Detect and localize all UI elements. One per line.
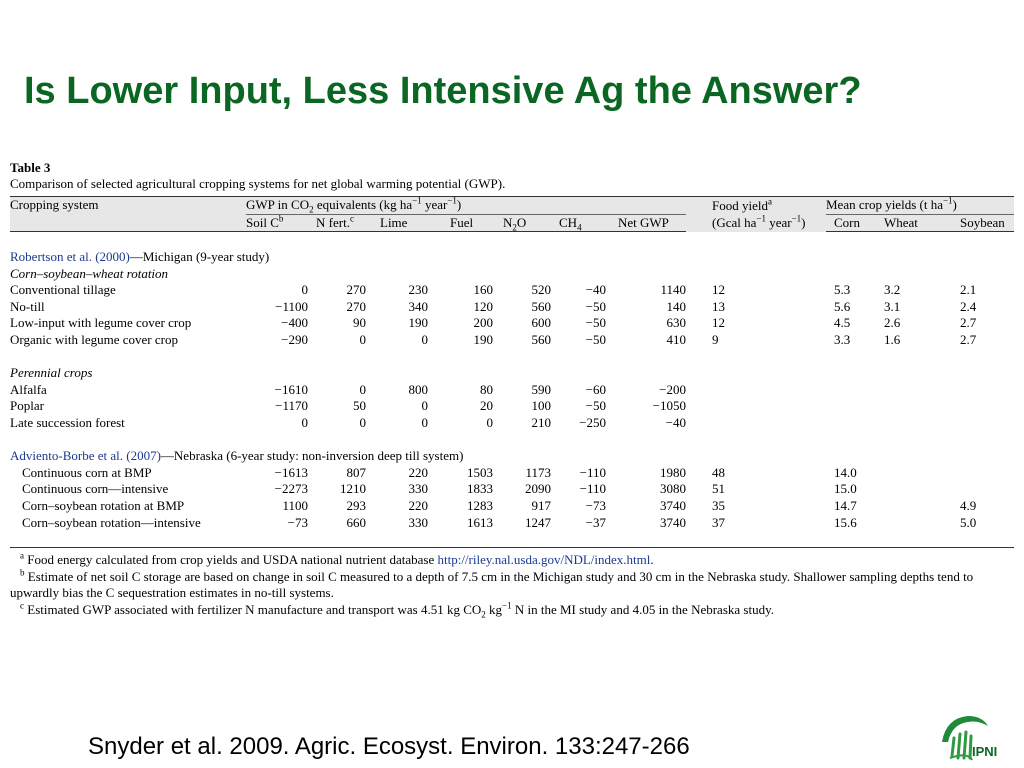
n-fert-cell: 270 — [346, 282, 366, 298]
header-cropping-system: Cropping system — [10, 197, 246, 215]
wheat-cell: 3.2 — [884, 282, 901, 298]
ch4-cell: −50 — [585, 398, 606, 414]
soil-c-cell: 1100 — [282, 497, 308, 513]
ch4-cell: −110 — [579, 481, 606, 497]
net-gwp-cell: −200 — [659, 381, 686, 397]
fuel-cell: 20 — [480, 398, 493, 414]
citation: Snyder et al. 2009. Agric. Ecosyst. Environ. 133:247-266 — [88, 733, 690, 760]
corn-cell: 5.6 — [834, 298, 851, 314]
n-fert-cell: 0 — [359, 415, 366, 431]
soybean-cell — [936, 481, 1014, 498]
row-label: Corn–soybean rotation at BMP — [22, 497, 185, 513]
study-heading-adviento: Adviento-Borbe et al. (2007)—Nebraska (6-year study: non-inversion deep till system) — [10, 448, 464, 464]
ch4-cell: −50 — [585, 315, 606, 331]
n2o-cell: 1247 — [525, 514, 551, 530]
ch4-cell: −60 — [585, 381, 606, 397]
corn-cell: 15.0 — [834, 481, 857, 497]
soil-c-cell: −1100 — [275, 298, 308, 314]
table-row — [10, 481, 1014, 498]
fuel-cell: 120 — [473, 298, 493, 314]
ch4-cell: −73 — [585, 497, 606, 513]
header-gwp-group: GWP in $CO_2$ equivalents (kg $ha^{-1}$ year$^{-1}$) — [246, 197, 686, 215]
n2o-cell: 560 — [531, 298, 551, 314]
header-food-yield: Food yield$^a$ (Gcal $ha^{-1}$ year$^{-1}$) — [686, 197, 826, 232]
food-yield-cell: 35 — [712, 497, 725, 513]
n-fert-cell: 1210 — [340, 481, 366, 497]
n-fert-cell: 660 — [346, 514, 366, 530]
soil-c-cell: 0 — [301, 415, 308, 431]
ch4-cell: −40 — [585, 282, 606, 298]
ch4-cell: −110 — [579, 464, 606, 480]
n2o-cell: 590 — [531, 381, 551, 397]
n-fert-cell: 50 — [353, 398, 366, 414]
lime-cell: 220 — [408, 464, 428, 480]
fuel-cell: 1613 — [467, 514, 493, 530]
table-row — [10, 315, 1014, 332]
table-row — [10, 514, 1014, 531]
row-label: Continuous corn at BMP — [22, 464, 152, 480]
fuel-cell: 1503 — [467, 464, 493, 480]
ch4-cell: −250 — [579, 415, 606, 431]
header-net-gwp: Net GWP — [606, 214, 686, 232]
n2o-cell: 100 — [531, 398, 551, 414]
table-row — [10, 282, 1014, 299]
net-gwp-cell: 140 — [666, 298, 686, 314]
food-yield-cell: 12 — [712, 282, 725, 298]
perennial-rows — [10, 382, 1014, 432]
row-label: Continuous corn—intensive — [22, 481, 169, 497]
header-mean-crop-yields: Mean crop yields (t $ha^{-1}$) — [826, 197, 1014, 215]
table-row — [10, 382, 1014, 399]
n-fert-cell: 270 — [346, 298, 366, 314]
net-gwp-cell: −1050 — [652, 398, 686, 414]
n-fert-cell: 293 — [346, 497, 366, 513]
slide-title: Is Lower Input, Less Intensive Ag the Answer? — [24, 70, 862, 112]
lime-cell: 0 — [421, 398, 428, 414]
corn-cell: 14.7 — [834, 497, 857, 513]
net-gwp-cell: 1140 — [660, 282, 686, 298]
net-gwp-cell: −40 — [665, 415, 686, 431]
lime-cell: 800 — [408, 381, 428, 397]
table-footnotes — [10, 552, 1014, 618]
lime-cell: 330 — [408, 514, 428, 530]
n2o-cell: 2090 — [525, 481, 551, 497]
table-caption: Comparison of selected agricultural cropping systems for net global warming potential (GWP). — [10, 176, 506, 191]
soybean-cell: 2.1 — [960, 282, 977, 298]
soil-c-cell: −400 — [281, 315, 308, 331]
header-fuel: Fuel — [428, 214, 493, 232]
lime-cell: 330 — [408, 481, 428, 497]
food-yield-cell: 48 — [712, 464, 725, 480]
soil-c-cell: −1610 — [274, 381, 308, 397]
net-gwp-cell: 3740 — [660, 497, 686, 513]
lime-cell: 0 — [421, 332, 428, 348]
n2o-cell: 520 — [531, 282, 551, 298]
robertson-rows — [10, 282, 1014, 348]
logo-text: IPNI — [972, 744, 998, 759]
food-yield-cell: 13 — [712, 298, 725, 314]
soybean-cell — [936, 465, 1014, 482]
lime-cell: 0 — [421, 415, 428, 431]
table-label: Table 3 — [10, 160, 51, 175]
soybean-cell: 5.0 — [960, 514, 977, 530]
n-fert-cell: 0 — [359, 381, 366, 397]
row-label: Low-input with legume cover crop — [10, 315, 192, 331]
header-n2o: $N_2O$ — [493, 214, 551, 232]
soybean-cell: 2.4 — [960, 298, 977, 314]
row-label: Late succession forest — [10, 415, 125, 431]
n2o-cell: 600 — [531, 315, 551, 331]
lime-cell: 230 — [408, 282, 428, 298]
perennial-label: Perennial crops — [10, 365, 93, 381]
footnote-a: $^a$ Food energy calculated from crop yields and USDA national nutrient database http://riley.nal.usda.gov/NDL/index.html. — [20, 551, 654, 568]
soil-c-cell: −1170 — [275, 398, 308, 414]
soil-c-cell: −290 — [281, 332, 308, 348]
fuel-cell: 190 — [473, 332, 493, 348]
fuel-cell: 1833 — [467, 481, 493, 497]
corn-cell: 14.0 — [834, 464, 857, 480]
soil-c-cell: 0 — [301, 282, 308, 298]
net-gwp-cell: 3740 — [660, 514, 686, 530]
n2o-cell: 560 — [531, 332, 551, 348]
footnote-b: $^b$ Estimate of net soil C storage are based on change in soil C measured to a depth of 7.5 cm in the Michigan study and 30 cm in the Nebraska study. Shallower sampling depths tend to upwardly bias the C sequestration estimates in no-till systems. — [10, 567, 974, 601]
ch4-cell: −50 — [585, 332, 606, 348]
ch4-cell: −50 — [585, 298, 606, 314]
net-gwp-cell: 1980 — [660, 464, 686, 480]
corn-cell: 15.6 — [834, 514, 857, 530]
corn-cell: 5.3 — [834, 282, 851, 298]
table-row — [10, 299, 1014, 316]
row-label: Organic with legume cover crop — [10, 332, 178, 348]
soybean-cell: 2.7 — [960, 332, 977, 348]
wheat-cell: 1.6 — [884, 332, 901, 348]
soil-c-cell: −2273 — [274, 481, 308, 497]
header-row-1 — [10, 197, 1014, 215]
soybean-cell: 2.7 — [960, 315, 977, 331]
table-row — [10, 498, 1014, 515]
row-label: Alfalfa — [10, 381, 47, 397]
row-label: No-till — [10, 298, 45, 314]
table-row — [10, 465, 1014, 482]
corn-cell: 4.5 — [834, 315, 851, 331]
net-gwp-cell: 3080 — [660, 481, 686, 497]
row-label: Conventional tillage — [10, 282, 116, 298]
row-label: Corn–soybean rotation—intensive — [22, 514, 201, 530]
adviento-rows — [10, 465, 1014, 531]
fuel-cell: 80 — [480, 381, 493, 397]
wheat-cell — [876, 514, 936, 531]
header-soil-c: Soil $C^b$ — [246, 214, 308, 232]
reference-link-robertson[interactable]: Robertson et al. (2000) — [10, 249, 130, 265]
n2o-cell: 917 — [531, 497, 551, 513]
gwp-table — [10, 196, 1014, 548]
header-row-2 — [10, 214, 1014, 232]
header-wheat: Wheat — [876, 214, 936, 232]
n-fert-cell: 90 — [353, 315, 366, 331]
ch4-cell: −37 — [585, 514, 606, 530]
rotation-label: Corn–soybean–wheat rotation — [10, 265, 169, 281]
lime-cell: 190 — [408, 315, 428, 331]
lime-cell: 220 — [408, 497, 428, 513]
study-heading-robertson: Robertson et al. (2000)—Michigan (9-year study) — [10, 249, 270, 265]
wheat-cell — [876, 498, 936, 515]
lime-cell: 340 — [408, 298, 428, 314]
wheat-cell — [876, 481, 936, 498]
wheat-cell — [876, 465, 936, 482]
food-yield-cell: 51 — [712, 481, 725, 497]
header-soybean: Soybean — [936, 214, 1014, 232]
soil-c-cell: −1613 — [274, 464, 308, 480]
food-yield-cell: 9 — [712, 332, 719, 348]
n-fert-cell: 807 — [346, 464, 366, 480]
food-yield-cell: 37 — [712, 514, 725, 530]
fuel-cell: 160 — [473, 282, 493, 298]
fuel-cell: 1283 — [467, 497, 493, 513]
wheat-cell: 2.6 — [884, 315, 901, 331]
header-ch4: $CH_4$ — [551, 214, 606, 232]
fuel-cell: 200 — [473, 315, 493, 331]
corn-cell: 3.3 — [834, 332, 851, 348]
header-corn: Corn — [826, 214, 876, 232]
soybean-cell: 4.9 — [960, 497, 977, 513]
table-row — [10, 398, 1014, 415]
row-label: Poplar — [10, 398, 44, 414]
net-gwp-cell: 410 — [666, 332, 686, 348]
table-row — [10, 415, 1014, 432]
usda-link[interactable]: http://riley.nal.usda.gov/NDL/index.html — [437, 552, 651, 568]
fuel-cell: 0 — [486, 415, 493, 431]
net-gwp-cell: 630 — [666, 315, 686, 331]
header-n-fert: N fert.$^c$ — [308, 214, 366, 232]
header-lime: Lime — [366, 214, 428, 232]
n2o-cell: 210 — [531, 415, 551, 431]
footnote-c: $^c$ Estimated GWP associated with fertilizer N manufacture and transport was 4.51 kg $CO_2$ $kg^{-1}$ N in the MI study and 4.05 in the Nebraska study. — [20, 600, 774, 620]
soil-c-cell: −73 — [287, 514, 308, 530]
reference-link-adviento[interactable]: Adviento-Borbe et al. (2007) — [10, 448, 161, 464]
wheat-cell: 3.1 — [884, 298, 901, 314]
n2o-cell: 1173 — [525, 464, 551, 480]
n-fert-cell: 0 — [359, 332, 366, 348]
table-row — [10, 332, 1014, 349]
food-yield-cell: 12 — [712, 315, 725, 331]
table-block — [10, 160, 1014, 618]
